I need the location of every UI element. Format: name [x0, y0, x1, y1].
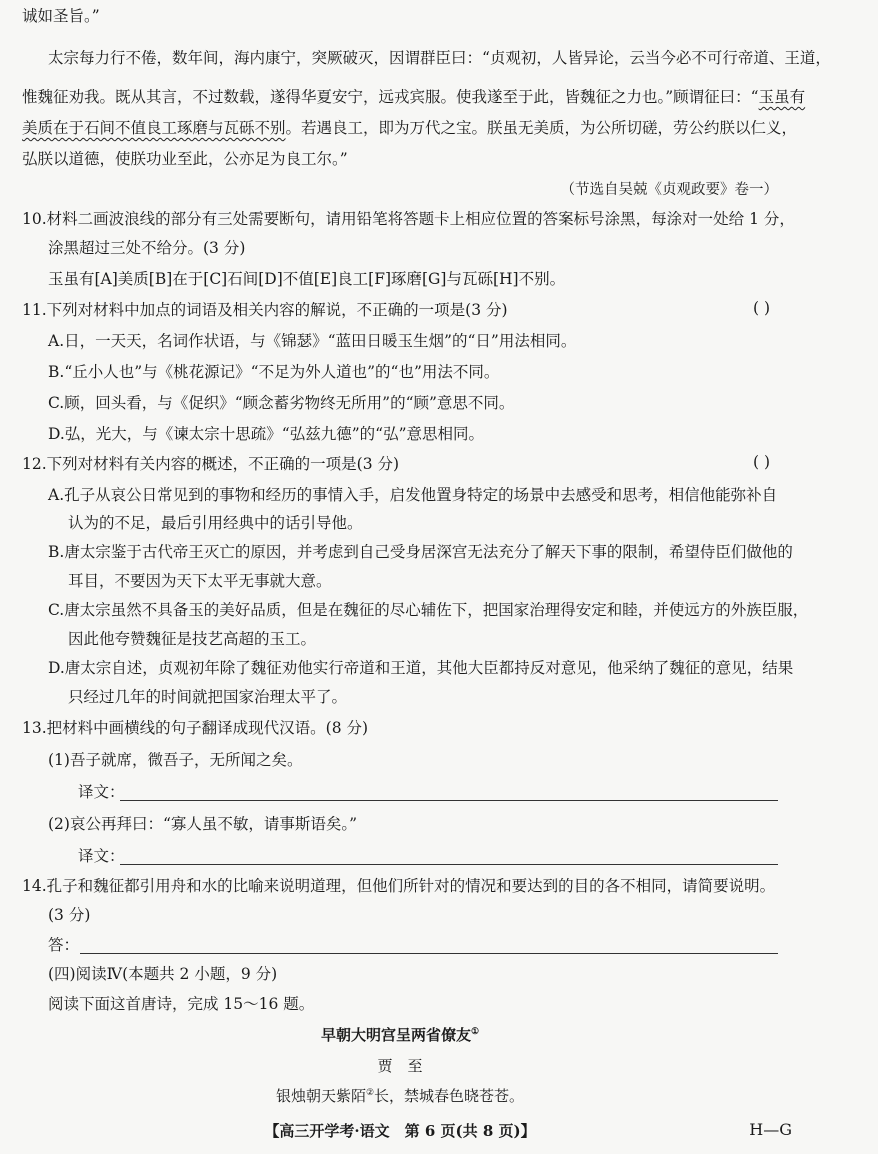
- question-14-stem: 14.孔子和魏征都引用舟和水的比喻来说明道理，但他们所针对的情况和要达到的目的各不相同，请简要说明。: [22, 877, 776, 895]
- wavy-underlined-text: 玉虽有: [758, 88, 806, 106]
- option-d: D.弘，光大，与《谏太宗十思疏》“弘兹九德”的“弘”意思相同。: [48, 425, 484, 443]
- passage-line: 诚如圣旨。”: [22, 7, 100, 25]
- answer-line[interactable]: [80, 953, 778, 954]
- footnote-marker: ②: [365, 1088, 375, 1098]
- question-10-stem-cont: 涂黑超过三处不给分。(3 分): [48, 239, 246, 257]
- poem-line-text: 银烛朝天紫陌: [275, 1087, 366, 1105]
- option-c-cont: 因此他夸赞魏征是技艺高超的玉工。: [68, 630, 317, 648]
- poem-line: [0, 1085, 800, 1106]
- passage-source: （节选自吴兢《贞观政要》卷一）: [560, 182, 778, 198]
- poem-author: 贾 至: [377, 1057, 423, 1075]
- question-13-stem: 13.把材料中画横线的句子翻译成现代汉语。(8 分): [22, 719, 369, 737]
- option-a: A.孔子从哀公日常见到的事物和经历的事情入手，启发他置身特定的场景中去感受和思考，相信他能弥补自: [48, 486, 778, 504]
- passage-line: 太宗每力行不倦，数年间，海内康宁，突厥破灭，因谓群臣曰：“贞观初，人皆异论，云当今必不可行帝道、王道，: [48, 49, 831, 67]
- answer-paren: ( ): [752, 453, 770, 471]
- option-d: D.唐太宗自述，贞观初年除了魏征劝他实行帝道和王道，其他大臣都持反对意见，他采纳了魏征的意见，结果: [48, 659, 794, 677]
- translate-sentence-2: (2)哀公再拜曰：“寡人虽不敏，请事斯语矣。”: [48, 815, 358, 833]
- translation-label: 译文：: [78, 847, 125, 865]
- poem-title-text: 早朝大明宫呈两省僚友: [320, 1026, 471, 1044]
- section-intro: 阅读下面这首唐诗，完成 15～16 题。: [48, 995, 315, 1013]
- option-c: C.唐太宗虽然不具备玉的美好品质，但是在魏征的尽心辅佐下，把国家治理得安定和睦，并使远方的外族臣服，: [48, 601, 809, 619]
- option-b-cont: 耳目，不要因为天下太平无事就大意。: [68, 572, 332, 590]
- footnote-marker: ①: [470, 1027, 480, 1037]
- page-footer: 【高三开学考·语文 第 6 页(共 8 页)】: [264, 1122, 536, 1140]
- poem-line-text: 长，禁城春色晓苍苍。: [374, 1087, 525, 1105]
- answer-paren: ( ): [752, 299, 770, 317]
- paper-code: H—G: [749, 1120, 792, 1139]
- option-d-cont: 只经过几年的时间就把国家治理太平了。: [68, 688, 348, 706]
- answer-label: 答：: [48, 936, 80, 954]
- question-10-options: 玉虽有[A]美质[B]在于[C]石间[D]不值[E]良工[F]琢磨[G]与瓦砾[H]不别。: [48, 270, 566, 288]
- poem-title: [0, 1024, 800, 1045]
- option-a: A.日，一天天，名词作状语，与《锦瑟》“蓝田日暖玉生烟”的“日”用法相同。: [48, 332, 577, 350]
- translate-sentence-1: (1)吾子就席，微吾子，无所闻之矣。: [48, 751, 303, 769]
- translation-answer-line-2[interactable]: [120, 864, 778, 865]
- section-heading: (四)阅读Ⅳ(本题共 2 小题，9 分): [48, 965, 278, 983]
- option-b: B.“丘小人也”与《桃花源记》“不足为外人道也”的“也”用法不同。: [48, 363, 500, 381]
- wavy-underlined-text: 美质在于石间不值良工琢磨与瓦砾不别: [22, 119, 286, 137]
- question-11-stem: 11.下列对材料中加点的词语及相关内容的解说，不正确的一项是(3 分): [22, 301, 508, 319]
- question-14-points: (3 分): [48, 906, 91, 924]
- passage-text: 惟魏征劝我。既从其言，不过数载，遂得华夏安宁，远戎宾服。使我遂至于此，皆魏征之力也。”顾谓征曰：“: [22, 88, 759, 106]
- passage-line: [22, 86, 822, 108]
- question-10-stem: 10.材料二画波浪线的部分有三处需要断句，请用铅笔将答题卡上相应位置的答案标号涂黑，每涂对一处给 1 分，: [22, 210, 795, 228]
- translation-label: 译文：: [78, 783, 125, 801]
- passage-line: [22, 117, 822, 139]
- option-a-cont: 认为的不足，最后引用经典中的话引导他。: [68, 514, 363, 532]
- option-b: B.唐太宗鉴于古代帝王灭亡的原因，并考虑到自己受身居深宫无法充分了解天下事的限制，希望侍臣们做他的: [48, 543, 793, 561]
- passage-line: 弘朕以道德，使朕功业至此，公亦足为良工尔。”: [22, 150, 348, 168]
- translation-answer-line-1[interactable]: [120, 800, 778, 801]
- option-c: C.顾，回头看，与《促织》“顾念蓄劣物终无所用”的“顾”意思不同。: [48, 394, 515, 412]
- passage-text: 。若遇良工，即为万代之宝。朕虽无美质，为公所切磋，劳公约朕以仁义，: [285, 119, 798, 137]
- question-12-stem: 12.下列对材料有关内容的概述，不正确的一项是(3 分): [22, 455, 400, 473]
